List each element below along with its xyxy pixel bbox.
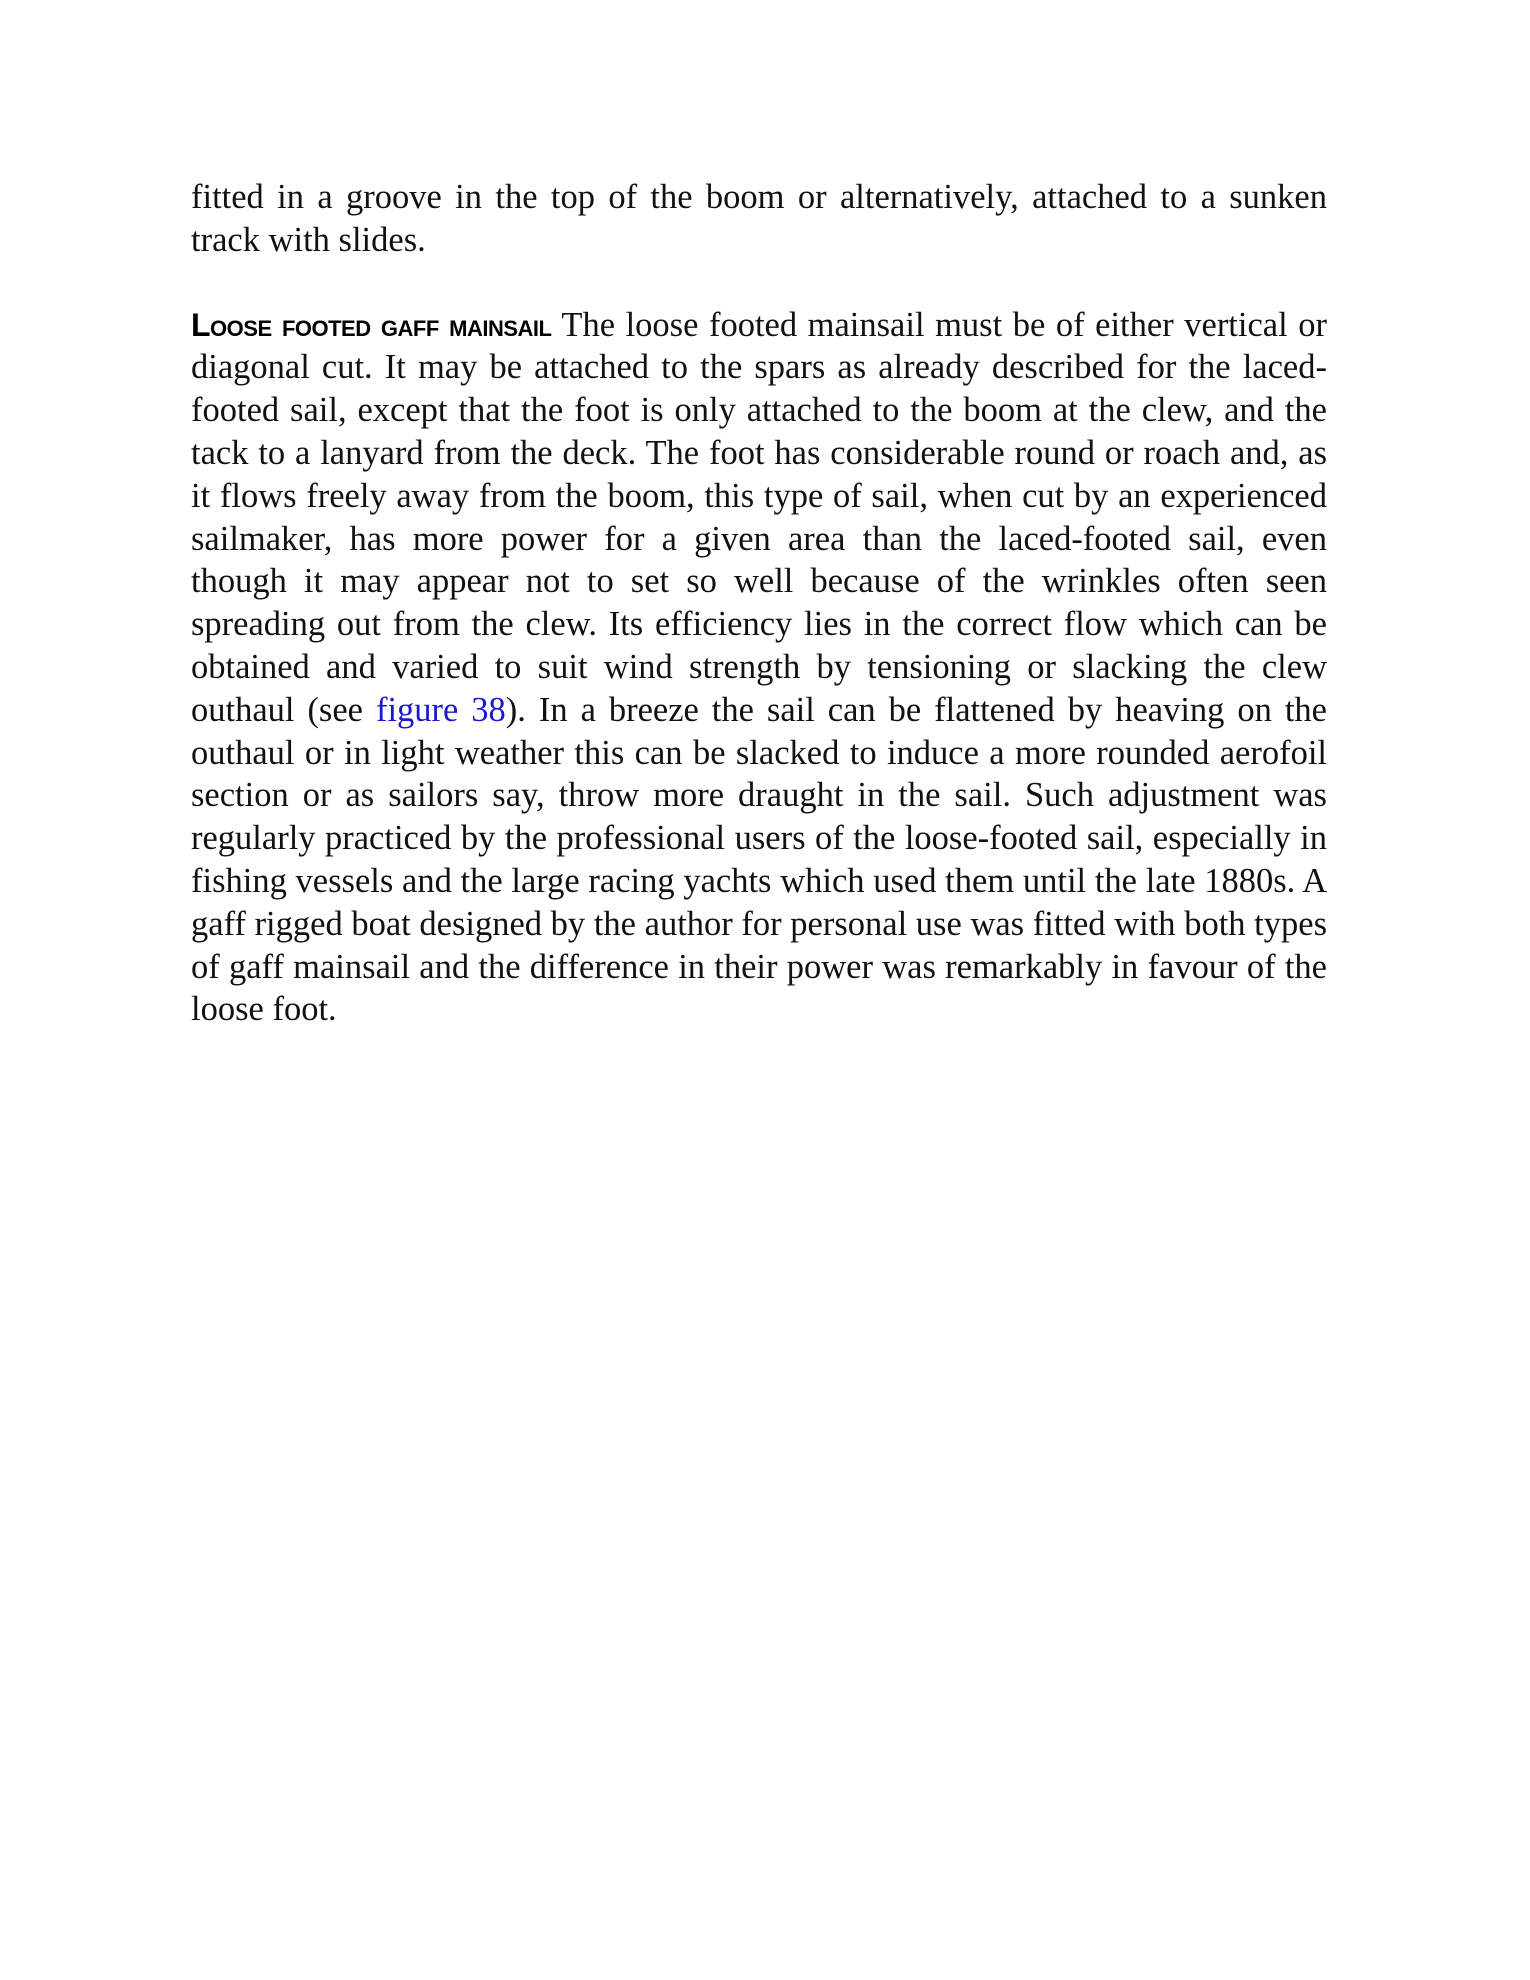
paragraph-text-after-link: ). In a breeze the sail can be flattened by heaving on the outhaul or in light weather this can be slacked to induce a more rounded aerofoil section or as sailors say, throw more draught in the sail. Such adjustment was regularly practiced by the professional users of the loose-footed sail, especially in fishing vessels and the large racing yachts which used them until the late 1880s. A gaff rigged boat designed by the author for personal use was fitted with both types of gaff mainsail and the difference in their power was remarkably in favour of the loose foot. [191, 690, 1327, 1029]
paragraph-continuation [191, 176, 1327, 262]
section-heading: Loose footed gaff mainsail [191, 306, 552, 343]
paragraph-text: fitted in a groove in the top of the boom or alternatively, attached to a sunken track with slides. [191, 178, 1327, 259]
paragraph-loose-footed-gaff-mainsail [191, 304, 1327, 1032]
document-page [191, 176, 1327, 1031]
paragraph-text-before-link: The loose footed mainsail must be of either vertical or diagonal cut. It may be attached to the spars as already described for the laced-footed sail, except that the foot is only attached to the boom at the clew, and the tack to a lanyard from the deck. The foot has considerable round or roach and, as it flows freely away from the boom, this type of sail, when cut by an experienced sailmaker, has more power for a given area than the laced-footed sail, even though it may appear not to set so well because of the wrinkles often seen spreading out from the clew. Its efficiency lies in the correct flow which can be obtained and varied to suit wind strength by tensioning or slacking the clew outhaul (see [191, 305, 1327, 729]
figure-38-link[interactable]: figure 38 [375, 690, 506, 729]
